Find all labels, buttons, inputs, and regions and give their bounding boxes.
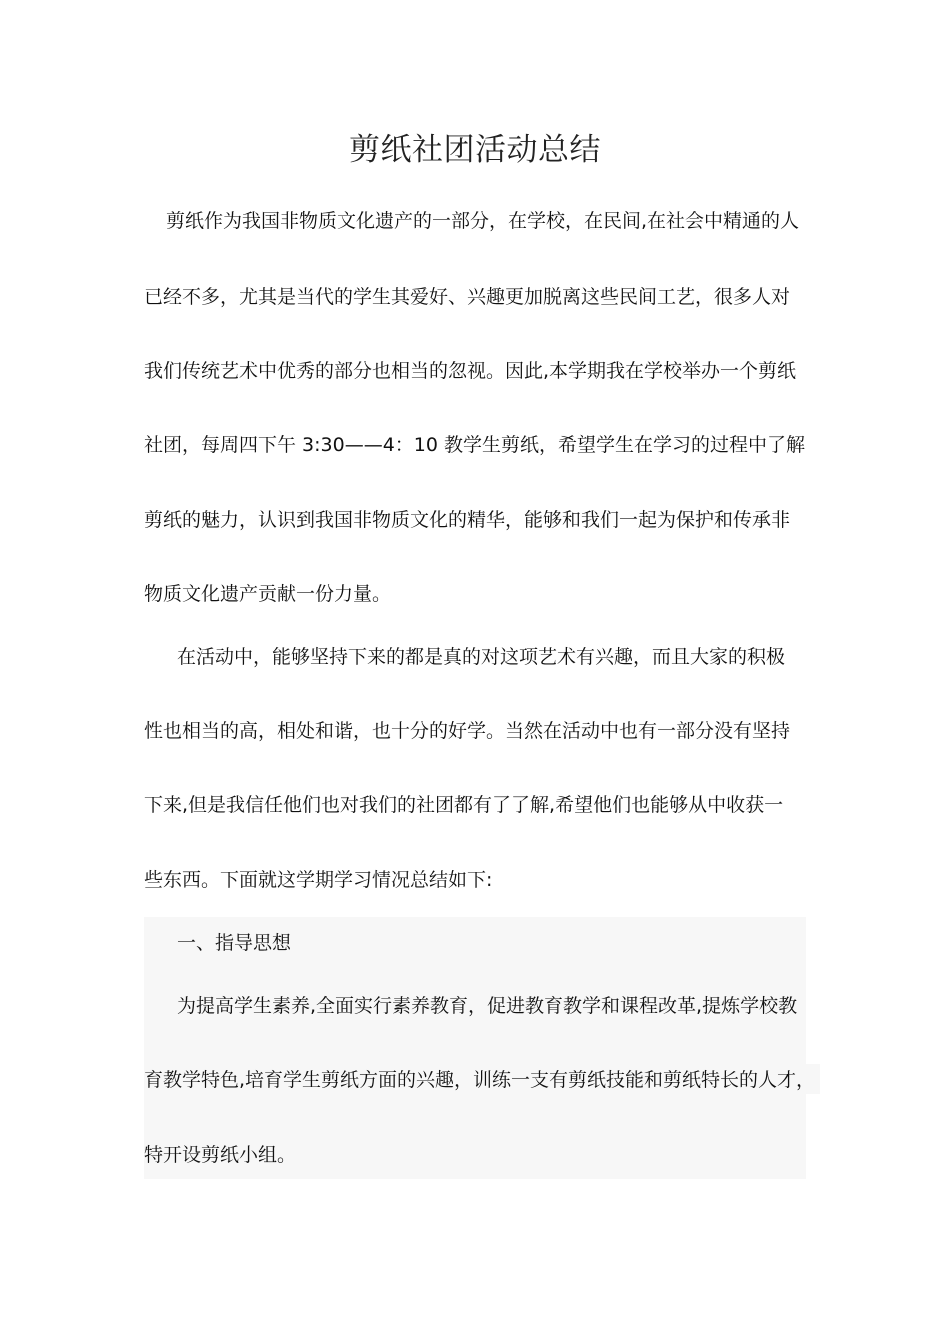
paragraph-1-line-2: 已经不多，尤其是当代的学生其爱好、兴趣更加脱离这些民间工艺，很多人对 — [144, 286, 791, 308]
paragraph-2-line-2: 性也相当的高，相处和谐，也十分的好学。当然在活动中也有一部分没有坚持 — [144, 720, 791, 742]
paragraph-1-line-6: 物质文化遗产贡献一份力量。 — [144, 583, 392, 605]
paragraph-2-line-1: 在活动中，能够坚持下来的都是真的对这项艺术有兴趣，而且大家的积极 — [177, 646, 786, 668]
section-1-line-3: 特开设剪纸小组。 — [144, 1144, 297, 1166]
paragraph-1-line-3: 我们传统艺术中优秀的部分也相当的忽视。因此,本学期我在学校举办一个剪纸 — [144, 360, 797, 382]
page-title: 剪纸社团活动总结 — [349, 132, 601, 168]
paragraph-1-line-5: 剪纸的魅力，认识到我国非物质文化的精华，能够和我们一起为保护和传承非 — [144, 509, 791, 531]
section-1-line-2: 育教学特色,培育学生剪纸方面的兴趣，训练一支有剪纸技能和剪纸特长的人才， — [144, 1069, 816, 1091]
section-1-heading: 一、指导思想 — [177, 932, 292, 954]
paragraph-1-line-1: 剪纸作为我国非物质文化遗产的一部分，在学校，在民间,在社会中精通的人 — [166, 210, 800, 232]
section-1-line-1: 为提高学生素养,全面实行素养教育，促进教育教学和课程改革,提炼学校教 — [177, 995, 798, 1017]
paragraph-2-line-3: 下来,但是我信任他们也对我们的社团都有了了解,希望他们也能够从中收获一 — [144, 794, 784, 816]
paragraph-2-line-4: 些东西。下面就这学期学习情况总结如下: — [144, 869, 493, 891]
paragraph-1-line-4: 社团，每周四下午 3:30——4：10 教学生剪纸，希望学生在学习的过程中了解 — [144, 434, 806, 456]
